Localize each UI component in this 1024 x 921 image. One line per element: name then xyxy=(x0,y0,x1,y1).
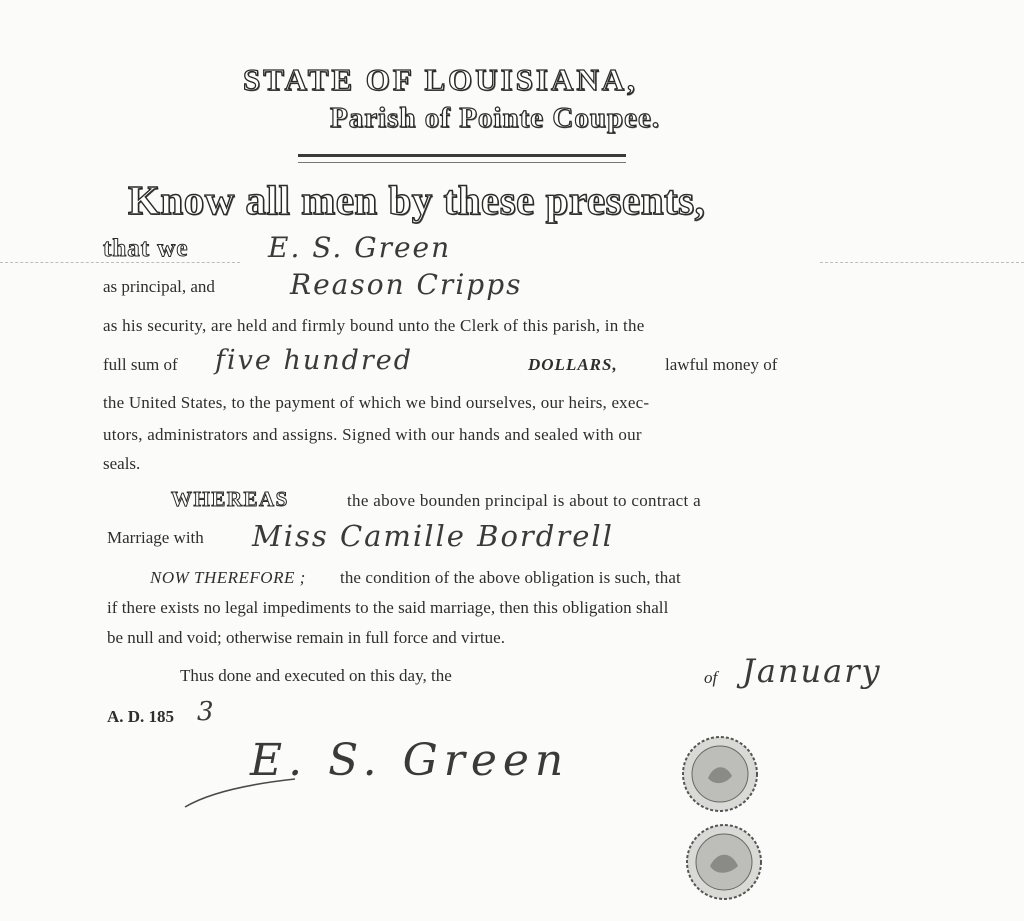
thus-done-label: Thus done and executed on this day, the xyxy=(180,666,452,685)
security-line: as his security, are held and firmly bound unto the Clerk of this parish, in the xyxy=(103,316,645,335)
dollars-label: DOLLARS, xyxy=(528,355,618,374)
parish-title: Parish of Pointe Coupee. xyxy=(330,102,661,134)
united-states-line: the United States, to the payment of which we bind ourselves, our heirs, exec- xyxy=(103,393,650,412)
wax-seal-icon xyxy=(680,734,760,814)
anno-domini-label: A. D. 185 xyxy=(107,707,175,726)
bride-name-handwritten: Miss Camille Bordrell xyxy=(252,519,614,553)
whereas-text: the above bounden principal is about to contract a xyxy=(347,491,701,510)
fold-line xyxy=(820,262,1024,263)
lawful-money-label: lawful money of xyxy=(665,355,778,374)
marriage-with-label: Marriage with xyxy=(107,528,204,547)
title-divider xyxy=(298,154,626,163)
security-name-handwritten: Reason Cripps xyxy=(290,268,523,301)
as-principal-label: as principal, and xyxy=(103,277,215,296)
full-sum-label: full sum of xyxy=(103,355,178,374)
whereas-label: WHEREAS xyxy=(171,487,289,511)
year-digit-handwritten: 3 xyxy=(197,697,216,727)
of-label: of xyxy=(704,668,718,687)
amount-handwritten: five hundred xyxy=(215,345,414,376)
state-title: STATE OF LOUISIANA, xyxy=(243,62,638,97)
wax-seal-icon xyxy=(684,822,764,902)
signature-handwritten: E. S. Green xyxy=(250,735,570,786)
that-we-label: that we xyxy=(103,235,189,262)
seals-line: seals. xyxy=(103,454,141,473)
condition-line-1: the condition of the above obligation is such, that xyxy=(340,568,681,587)
principal-name-handwritten: E. S. Green xyxy=(268,231,452,264)
now-therefore-label: NOW THEREFORE ; xyxy=(150,568,306,587)
month-handwritten: January xyxy=(742,652,882,690)
executors-line: utors, administrators and assigns. Signed with our hands and sealed with our xyxy=(103,425,642,444)
heading: Know all men by these presents, xyxy=(128,177,706,223)
condition-line-3: be null and void; otherwise remain in full force and virtue. xyxy=(107,628,505,647)
signature-flourish xyxy=(180,775,300,815)
condition-line-2: if there exists no legal impediments to the said marriage, then this obligation shall xyxy=(107,598,669,617)
